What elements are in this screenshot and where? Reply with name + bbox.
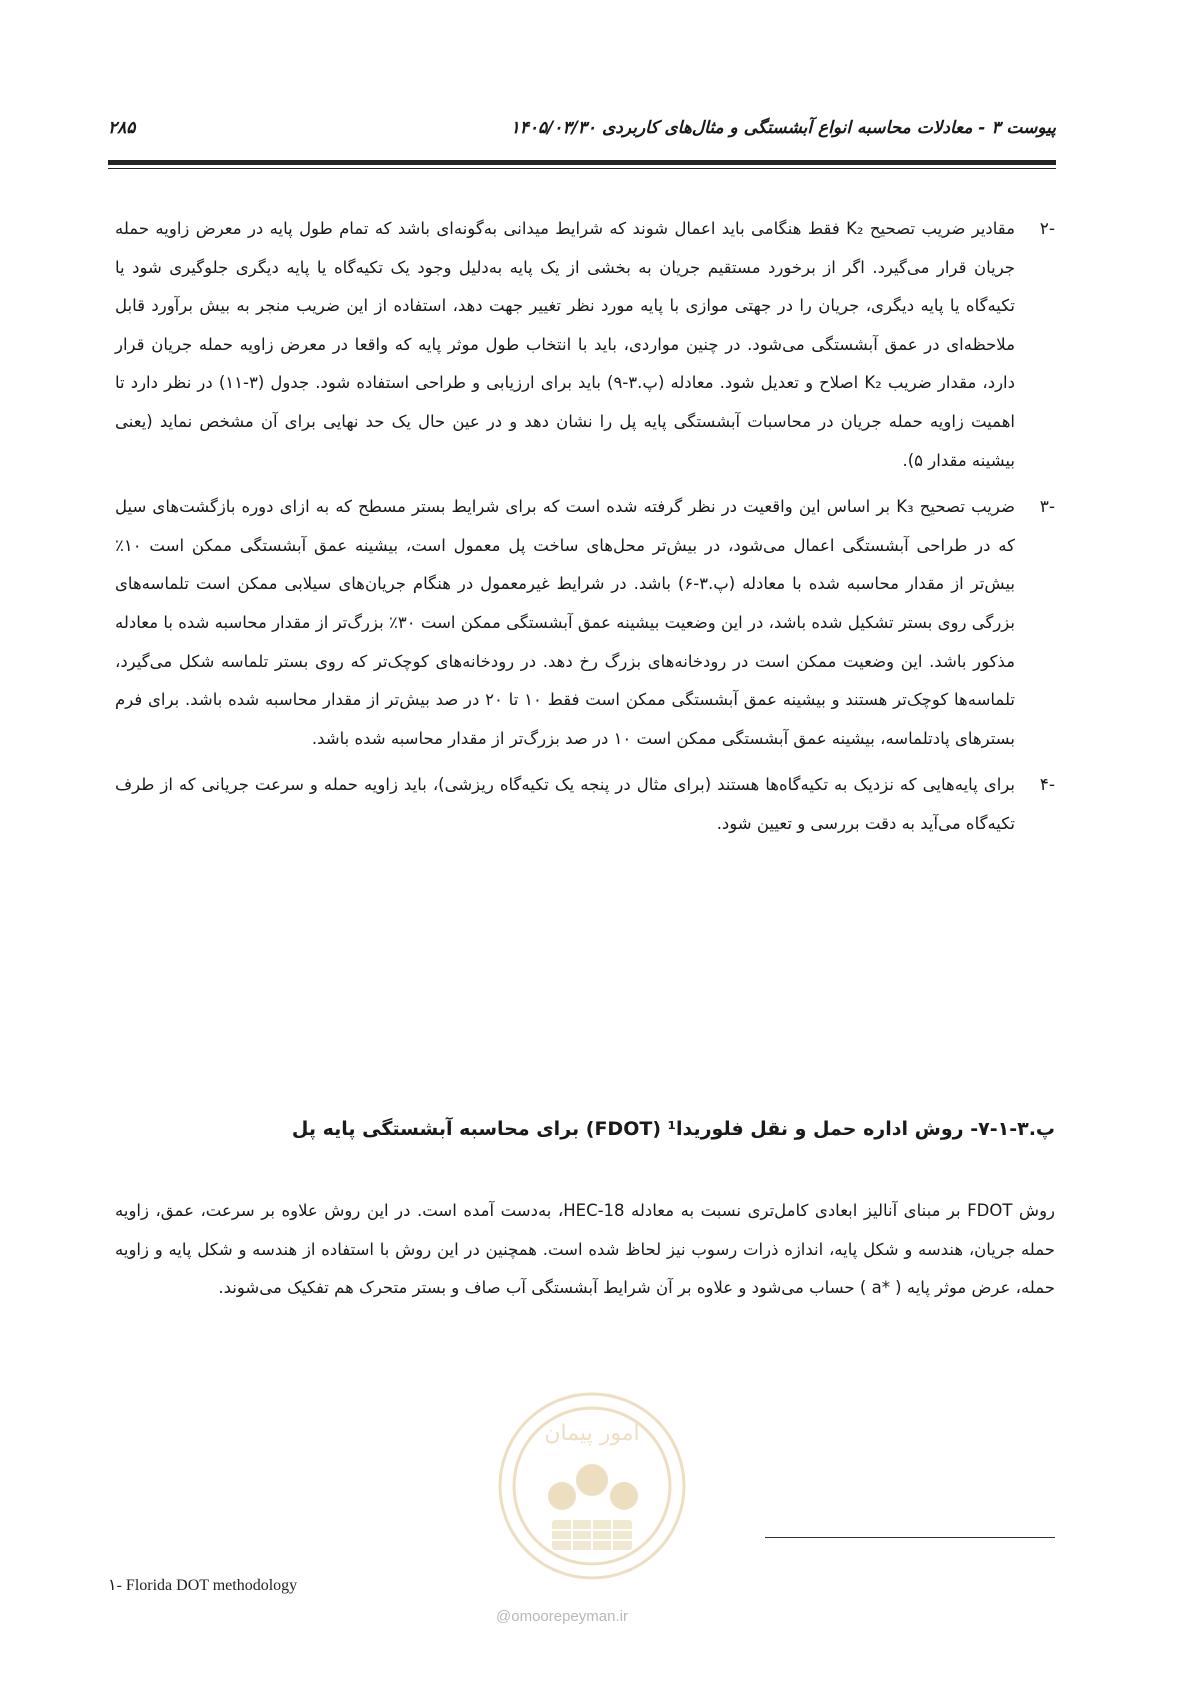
header-rule-thick: [108, 160, 1056, 165]
section-heading: پ.۳-۱-۷- روش اداره حمل و نقل فلوریدا¹ (FDOT) برای محاسبه آبشستگی پایه پل: [291, 1118, 1055, 1140]
list-item: [115, 210, 1055, 480]
page-number: ۲۸۵: [108, 118, 136, 138]
list-item: [115, 488, 1055, 758]
watermark-logo: [492, 1370, 692, 1602]
watermark-logo-text: امور پیمان: [544, 1421, 640, 1446]
footnote: ۱- Florida DOT methodology: [108, 1577, 298, 1594]
footnote-rule: [765, 1537, 1055, 1538]
numbered-list: [115, 210, 1055, 852]
watermark-caption: @omoorepeyman.ir: [496, 1608, 628, 1625]
header-rule-thin: [108, 168, 1056, 169]
list-item-number: -۳: [1039, 497, 1055, 518]
running-title: پیوست ۳ - معادلات محاسبه انواع آبشستگی و مثال‌های کاربردی ۱۴۰۵/۰۳/۳۰: [510, 118, 1056, 138]
list-item: [115, 766, 1055, 843]
page-header: [108, 118, 1056, 146]
list-item-text: ضریب تصحیح K₃ بر اساس این واقعیت در نظر گرفته شده است که برای شرایط بستر مسطح که به ازای دوره بازگشت‌های سیل که در طراحی آبشستگی اعمال می‌شود، در بیش‌تر محل‌های ساخت پل معمول است، بیشینه عمق آبشستگی ممکن است ۱۰٪ بیش‌تر از مقدار محاسبه شده با معادله (پ.۳-۶) باشد. در شرایط غیرمعمول در هنگام جریان‌های سیلابی ممکن است تلماسه‌های بزرگی روی بستر تشکیل شده باشد، در این وضعیت بیشینه عمق آبشستگی ممکن است ۳۰٪ بزرگ‌تر از مقدار محاسبه شده با معادله مذکور باشد. این وضعیت ممکن است در رودخانه‌های بزرگ رخ دهد. در رودخانه‌های کوچک‌تر که روی بستر تلماسه شکل می‌گیرد، تلماسه‌ها کوچک‌تر هستند و بیشینه عمق آبشستگی ممکن است فقط ۱۰ تا ۲۰ در صد بیش‌تر از مقدار محاسبه شده باشد. برای فرم بسترهای پادتلماسه، بیشینه عمق آبشستگی ممکن است ۱۰ در صد بزرگ‌تر از مقدار محاسبه شده باشد.: [115, 497, 1016, 748]
section-paragraph: روش FDOT بر مبنای آنالیز ابعادی کامل‌تری نسبت به معادله HEC-18، به‌دست آمده است. در این روش علاوه بر سرعت، عمق، زاویه حمله جریان، هندسه و شکل پایه، اندازه ذرات رسوب نیز لحاظ شده است. همچنین در این روش با استفاده از هندسه و شکل پایه و زاویه حمله، عرض موثر پایه ( *a ) حساب می‌شود و علاوه بر آن شرایط آبشستگی آب صاف و بستر متحرک هم تفکیک می‌شوند.: [115, 1201, 1056, 1298]
list-item-text: برای پایه‌هایی که نزدیک به تکیه‌گاه‌ها هستند (برای مثال در پنجه یک تکیه‌گاه ریزشی)، باید زاویه حمله و سرعت جریانی که از طرف تکیه‌گاه می‌آید به دقت بررسی و تعیین شود.: [115, 775, 1015, 833]
list-item-number: -۲: [1039, 219, 1055, 239]
list-item-text: مقادیر ضریب تصحیح K₂ فقط هنگامی باید اعمال شوند که شرایط میدانی به‌گونه‌ای باشد که تمام طول پایه در معرض زاویه حمله جریان قرار می‌گیرد. اگر از برخورد مستقیم جریان به بخشی از یک پایه به‌دلیل وجود یک تکیه‌گاه یا پایه دیگری جلوگیری شود یا تکیه‌گاه یا پایه دیگری، جریان را در جهتی موازی با پایه مورد نظر تغییر جهت دهد، استفاده از این ضریب منجر به بیش برآورد قابل ملاحظه‌ای در عمق آبشستگی می‌شود. در چنین مواردی، باید با انتخاب طول موثر پایه که واقعا در معرض زاویه حمله جریان قرار دارد، مقدار ضریب K₂ اصلاح و تعدیل شود. معادله (پ.۳-۹) باید برای ارزیابی و طراحی استفاده شود. جدول (۳-۱۱) در نظر دارد تا اهمیت زاویه حمله جریان در محاسبات آبشستگی پایه پل را نشان دهد و در عین حال یک حد نهایی برای آن مشخص نماید (یعنی بیشینه مقدار ۵).: [115, 219, 1015, 470]
list-item-number: -۴: [1039, 775, 1055, 796]
